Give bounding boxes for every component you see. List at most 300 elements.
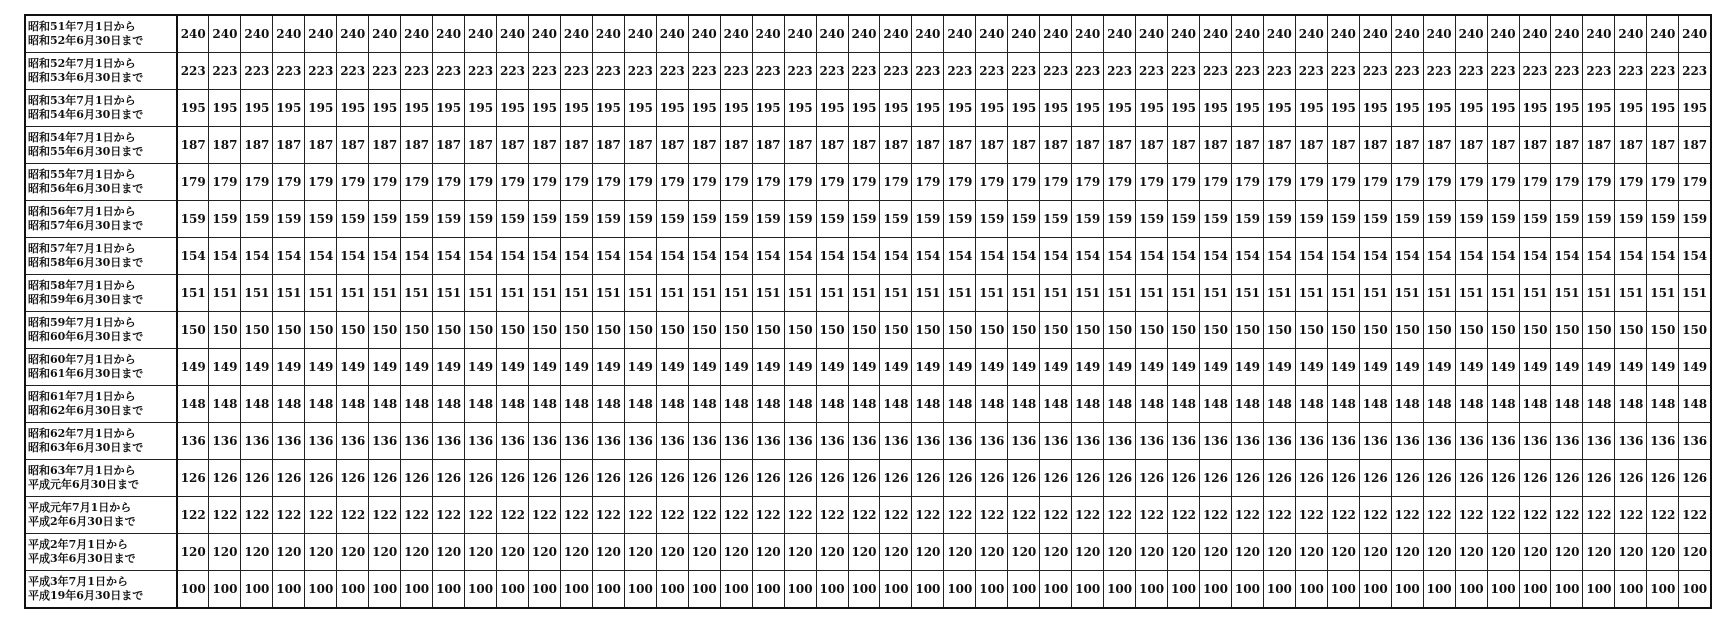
value-cell: 150 (1455, 312, 1487, 349)
period-label-cell (25, 15, 177, 53)
value-cell: 136 (656, 423, 688, 460)
value-cell: 148 (369, 386, 401, 423)
value-cell: 120 (720, 534, 752, 571)
value-cell: 148 (337, 386, 369, 423)
period-label-cell (25, 164, 177, 201)
value-cell: 179 (944, 164, 976, 201)
value-cell: 154 (880, 238, 912, 275)
value-cell: 100 (465, 571, 497, 609)
value-cell: 179 (1168, 164, 1200, 201)
value-cell: 195 (305, 90, 337, 127)
value-cell: 187 (816, 127, 848, 164)
value-cell: 195 (1647, 90, 1679, 127)
value-cell: 159 (1359, 201, 1391, 238)
value-cell: 149 (624, 349, 656, 386)
value-cell: 126 (1423, 460, 1455, 497)
value-cell: 240 (1040, 15, 1072, 53)
value-cell: 151 (816, 275, 848, 312)
value-cell: 187 (1391, 127, 1423, 164)
value-cell: 122 (177, 497, 209, 534)
value-cell: 100 (1487, 571, 1519, 609)
value-cell: 136 (273, 423, 305, 460)
value-cell: 154 (401, 238, 433, 275)
value-cell: 148 (241, 386, 273, 423)
value-cell: 149 (528, 349, 560, 386)
value-cell: 240 (1104, 15, 1136, 53)
value-cell: 100 (497, 571, 529, 609)
value-cell: 150 (1104, 312, 1136, 349)
value-cell: 154 (1008, 238, 1040, 275)
value-cell: 149 (1615, 349, 1647, 386)
period-from-text: 昭和56年7月1日から (28, 205, 136, 218)
value-cell: 122 (1008, 497, 1040, 534)
value-cell: 120 (752, 534, 784, 571)
value-cell: 150 (1647, 312, 1679, 349)
value-cell: 151 (305, 275, 337, 312)
value-cell: 195 (880, 90, 912, 127)
value-cell: 179 (1231, 164, 1263, 201)
value-cell: 240 (305, 15, 337, 53)
value-cell: 195 (656, 90, 688, 127)
value-cell: 151 (369, 275, 401, 312)
value-cell: 126 (241, 460, 273, 497)
value-cell: 151 (1072, 275, 1104, 312)
value-cell: 154 (273, 238, 305, 275)
value-cell: 148 (560, 386, 592, 423)
value-cell: 195 (1519, 90, 1551, 127)
value-cell: 240 (1327, 15, 1359, 53)
value-cell: 122 (337, 497, 369, 534)
value-cell: 120 (1231, 534, 1263, 571)
value-cell: 223 (1679, 53, 1711, 90)
value-cell: 126 (209, 460, 241, 497)
value-cell: 136 (1104, 423, 1136, 460)
value-cell: 187 (497, 127, 529, 164)
value-cell: 136 (1231, 423, 1263, 460)
value-cell: 148 (1040, 386, 1072, 423)
value-cell: 100 (1423, 571, 1455, 609)
period-label-cell (25, 312, 177, 349)
value-cell: 100 (816, 571, 848, 609)
period-from-text: 昭和53年7月1日から (28, 94, 136, 107)
value-cell: 159 (401, 201, 433, 238)
value-cell: 126 (1104, 460, 1136, 497)
value-cell: 179 (912, 164, 944, 201)
value-cell: 187 (592, 127, 624, 164)
period-label-cell (25, 386, 177, 423)
value-cell: 126 (1327, 460, 1359, 497)
value-cell: 148 (1423, 386, 1455, 423)
period-from-text: 昭和63年7月1日から (28, 464, 136, 477)
value-cell: 240 (177, 15, 209, 53)
value-cell: 223 (752, 53, 784, 90)
value-cell: 195 (1231, 90, 1263, 127)
value-cell: 159 (688, 201, 720, 238)
period-label-cell (25, 275, 177, 312)
value-cell: 151 (528, 275, 560, 312)
value-cell: 159 (1519, 201, 1551, 238)
value-cell: 150 (273, 312, 305, 349)
value-cell: 136 (976, 423, 1008, 460)
value-cell: 122 (528, 497, 560, 534)
value-cell: 151 (976, 275, 1008, 312)
value-cell: 100 (209, 571, 241, 609)
value-cell: 126 (560, 460, 592, 497)
value-cell: 120 (241, 534, 273, 571)
value-cell: 159 (1391, 201, 1423, 238)
value-cell: 151 (497, 275, 529, 312)
table-row (25, 275, 1711, 312)
value-cell: 136 (465, 423, 497, 460)
value-cell: 154 (528, 238, 560, 275)
value-cell: 100 (1104, 571, 1136, 609)
value-cell: 151 (688, 275, 720, 312)
value-cell: 159 (1487, 201, 1519, 238)
value-cell: 223 (1072, 53, 1104, 90)
value-cell: 120 (1423, 534, 1455, 571)
value-cell: 122 (401, 497, 433, 534)
value-cell: 159 (1615, 201, 1647, 238)
value-cell: 195 (1263, 90, 1295, 127)
period-to-text: 昭和56年6月30日まで (28, 182, 144, 195)
value-cell: 187 (1487, 127, 1519, 164)
value-cell: 136 (1200, 423, 1232, 460)
value-cell: 195 (1551, 90, 1583, 127)
value-cell: 240 (656, 15, 688, 53)
value-cell: 240 (624, 15, 656, 53)
value-cell: 149 (1168, 349, 1200, 386)
value-cell: 151 (1104, 275, 1136, 312)
value-cell: 223 (1359, 53, 1391, 90)
value-cell: 136 (401, 423, 433, 460)
value-cell: 223 (1295, 53, 1327, 90)
value-cell: 150 (1423, 312, 1455, 349)
value-cell: 120 (656, 534, 688, 571)
value-cell: 159 (241, 201, 273, 238)
value-cell: 240 (1072, 15, 1104, 53)
value-cell: 154 (369, 238, 401, 275)
rate-table-body (25, 15, 1711, 608)
value-cell: 126 (337, 460, 369, 497)
value-cell: 150 (528, 312, 560, 349)
value-cell: 148 (401, 386, 433, 423)
value-cell: 159 (560, 201, 592, 238)
value-cell: 100 (1295, 571, 1327, 609)
value-cell: 154 (784, 238, 816, 275)
value-cell: 179 (1072, 164, 1104, 201)
value-cell: 148 (752, 386, 784, 423)
value-cell: 159 (1263, 201, 1295, 238)
value-cell: 120 (880, 534, 912, 571)
value-cell: 150 (752, 312, 784, 349)
value-cell: 195 (1168, 90, 1200, 127)
value-cell: 122 (1168, 497, 1200, 534)
value-cell: 136 (848, 423, 880, 460)
value-cell: 100 (1263, 571, 1295, 609)
value-cell: 100 (1519, 571, 1551, 609)
value-cell: 150 (624, 312, 656, 349)
value-cell: 100 (273, 571, 305, 609)
value-cell: 159 (1072, 201, 1104, 238)
period-from-text: 昭和61年7月1日から (28, 390, 136, 403)
value-cell: 240 (433, 15, 465, 53)
value-cell: 120 (1583, 534, 1615, 571)
value-cell: 187 (1072, 127, 1104, 164)
value-cell: 159 (1104, 201, 1136, 238)
value-cell: 136 (1327, 423, 1359, 460)
value-cell: 154 (465, 238, 497, 275)
value-cell: 149 (1359, 349, 1391, 386)
value-cell: 240 (752, 15, 784, 53)
value-cell: 150 (592, 312, 624, 349)
value-cell: 120 (209, 534, 241, 571)
value-cell: 100 (976, 571, 1008, 609)
value-cell: 179 (1423, 164, 1455, 201)
value-cell: 120 (369, 534, 401, 571)
value-cell: 148 (305, 386, 337, 423)
value-cell: 151 (1359, 275, 1391, 312)
value-cell: 223 (1423, 53, 1455, 90)
value-cell: 154 (816, 238, 848, 275)
value-cell: 120 (337, 534, 369, 571)
value-cell: 122 (624, 497, 656, 534)
value-cell: 149 (1263, 349, 1295, 386)
value-cell: 136 (1136, 423, 1168, 460)
value-cell: 223 (305, 53, 337, 90)
value-cell: 151 (337, 275, 369, 312)
value-cell: 187 (305, 127, 337, 164)
value-cell: 223 (1200, 53, 1232, 90)
value-cell: 122 (1104, 497, 1136, 534)
period-to-text: 昭和63年6月30日まで (28, 441, 144, 454)
value-cell: 187 (1423, 127, 1455, 164)
value-cell: 122 (1679, 497, 1711, 534)
value-cell: 179 (816, 164, 848, 201)
period-label-cell (25, 497, 177, 534)
value-cell: 195 (688, 90, 720, 127)
value-cell: 154 (1295, 238, 1327, 275)
value-cell: 122 (1327, 497, 1359, 534)
value-cell: 136 (1615, 423, 1647, 460)
table-row (25, 571, 1711, 609)
value-cell: 122 (241, 497, 273, 534)
value-cell: 223 (592, 53, 624, 90)
value-cell: 120 (1391, 534, 1423, 571)
value-cell: 100 (1040, 571, 1072, 609)
value-cell: 240 (592, 15, 624, 53)
period-to-text: 昭和58年6月30日まで (28, 256, 144, 269)
value-cell: 122 (433, 497, 465, 534)
value-cell: 100 (656, 571, 688, 609)
value-cell: 154 (1200, 238, 1232, 275)
value-cell: 195 (528, 90, 560, 127)
period-from-text: 昭和62年7月1日から (28, 427, 136, 440)
value-cell: 148 (1519, 386, 1551, 423)
value-cell: 150 (1295, 312, 1327, 349)
value-cell: 151 (1295, 275, 1327, 312)
value-cell: 223 (337, 53, 369, 90)
value-cell: 223 (816, 53, 848, 90)
value-cell: 122 (1231, 497, 1263, 534)
value-cell: 149 (1487, 349, 1519, 386)
value-cell: 240 (1263, 15, 1295, 53)
rate-table (24, 14, 1712, 609)
value-cell: 122 (273, 497, 305, 534)
value-cell: 100 (528, 571, 560, 609)
value-cell: 136 (1519, 423, 1551, 460)
value-cell: 122 (656, 497, 688, 534)
value-cell: 223 (528, 53, 560, 90)
value-cell: 100 (1391, 571, 1423, 609)
value-cell: 136 (592, 423, 624, 460)
value-cell: 126 (465, 460, 497, 497)
value-cell: 187 (1231, 127, 1263, 164)
value-cell: 154 (1583, 238, 1615, 275)
value-cell: 223 (1615, 53, 1647, 90)
value-cell: 154 (1136, 238, 1168, 275)
value-cell: 179 (656, 164, 688, 201)
value-cell: 151 (624, 275, 656, 312)
value-cell: 154 (1615, 238, 1647, 275)
value-cell: 195 (1455, 90, 1487, 127)
value-cell: 149 (560, 349, 592, 386)
value-cell: 148 (1231, 386, 1263, 423)
value-cell: 159 (1136, 201, 1168, 238)
value-cell: 159 (1231, 201, 1263, 238)
value-cell: 187 (1168, 127, 1200, 164)
value-cell: 195 (1423, 90, 1455, 127)
value-cell: 195 (1295, 90, 1327, 127)
value-cell: 150 (944, 312, 976, 349)
value-cell: 195 (209, 90, 241, 127)
value-cell: 195 (1487, 90, 1519, 127)
value-cell: 120 (1487, 534, 1519, 571)
value-cell: 150 (1679, 312, 1711, 349)
value-cell: 154 (560, 238, 592, 275)
value-cell: 136 (369, 423, 401, 460)
value-cell: 120 (273, 534, 305, 571)
value-cell: 195 (784, 90, 816, 127)
value-cell: 223 (1583, 53, 1615, 90)
value-cell: 126 (1136, 460, 1168, 497)
value-cell: 159 (1679, 201, 1711, 238)
value-cell: 240 (1487, 15, 1519, 53)
value-cell: 120 (1008, 534, 1040, 571)
value-cell: 100 (305, 571, 337, 609)
value-cell: 179 (1327, 164, 1359, 201)
period-from-text: 昭和57年7月1日から (28, 242, 136, 255)
value-cell: 136 (816, 423, 848, 460)
table-row (25, 127, 1711, 164)
value-cell: 136 (784, 423, 816, 460)
value-cell: 151 (1519, 275, 1551, 312)
value-cell: 120 (497, 534, 529, 571)
value-cell: 154 (720, 238, 752, 275)
period-label-cell (25, 571, 177, 609)
value-cell: 154 (337, 238, 369, 275)
value-cell: 100 (944, 571, 976, 609)
value-cell: 126 (1359, 460, 1391, 497)
value-cell: 179 (1200, 164, 1232, 201)
value-cell: 159 (1040, 201, 1072, 238)
value-cell: 120 (1359, 534, 1391, 571)
value-cell: 150 (337, 312, 369, 349)
value-cell: 223 (1647, 53, 1679, 90)
value-cell: 100 (1359, 571, 1391, 609)
value-cell: 126 (944, 460, 976, 497)
value-cell: 179 (976, 164, 1008, 201)
value-cell: 150 (401, 312, 433, 349)
value-cell: 148 (1168, 386, 1200, 423)
value-cell: 148 (528, 386, 560, 423)
value-cell: 120 (816, 534, 848, 571)
value-cell: 159 (497, 201, 529, 238)
value-cell: 149 (337, 349, 369, 386)
value-cell: 151 (592, 275, 624, 312)
value-cell: 122 (209, 497, 241, 534)
value-cell: 150 (656, 312, 688, 349)
value-cell: 150 (1040, 312, 1072, 349)
value-cell: 126 (1231, 460, 1263, 497)
value-cell: 223 (177, 53, 209, 90)
value-cell: 159 (1168, 201, 1200, 238)
value-cell: 223 (784, 53, 816, 90)
value-cell: 149 (177, 349, 209, 386)
value-cell: 136 (1072, 423, 1104, 460)
value-cell: 187 (1583, 127, 1615, 164)
value-cell: 122 (752, 497, 784, 534)
value-cell: 148 (1551, 386, 1583, 423)
value-cell: 240 (1455, 15, 1487, 53)
value-cell: 120 (401, 534, 433, 571)
value-cell: 240 (1647, 15, 1679, 53)
value-cell: 148 (784, 386, 816, 423)
value-cell: 240 (720, 15, 752, 53)
value-cell: 150 (177, 312, 209, 349)
value-cell: 149 (688, 349, 720, 386)
value-cell: 150 (816, 312, 848, 349)
value-cell: 148 (497, 386, 529, 423)
value-cell: 120 (465, 534, 497, 571)
value-cell: 187 (1359, 127, 1391, 164)
value-cell: 223 (688, 53, 720, 90)
value-cell: 126 (1455, 460, 1487, 497)
value-cell: 223 (401, 53, 433, 90)
value-cell: 126 (624, 460, 656, 497)
value-cell: 126 (1200, 460, 1232, 497)
value-cell: 136 (1359, 423, 1391, 460)
value-cell: 122 (560, 497, 592, 534)
value-cell: 120 (305, 534, 337, 571)
value-cell: 223 (497, 53, 529, 90)
value-cell: 159 (624, 201, 656, 238)
value-cell: 100 (1615, 571, 1647, 609)
value-cell: 120 (1519, 534, 1551, 571)
value-cell: 154 (1391, 238, 1423, 275)
value-cell: 148 (976, 386, 1008, 423)
value-cell: 100 (752, 571, 784, 609)
value-cell: 240 (816, 15, 848, 53)
value-cell: 122 (1423, 497, 1455, 534)
value-cell: 100 (592, 571, 624, 609)
value-cell: 126 (1168, 460, 1200, 497)
value-cell: 120 (1679, 534, 1711, 571)
value-cell: 179 (273, 164, 305, 201)
value-cell: 148 (944, 386, 976, 423)
value-cell: 195 (1583, 90, 1615, 127)
value-cell: 195 (912, 90, 944, 127)
value-cell: 223 (624, 53, 656, 90)
